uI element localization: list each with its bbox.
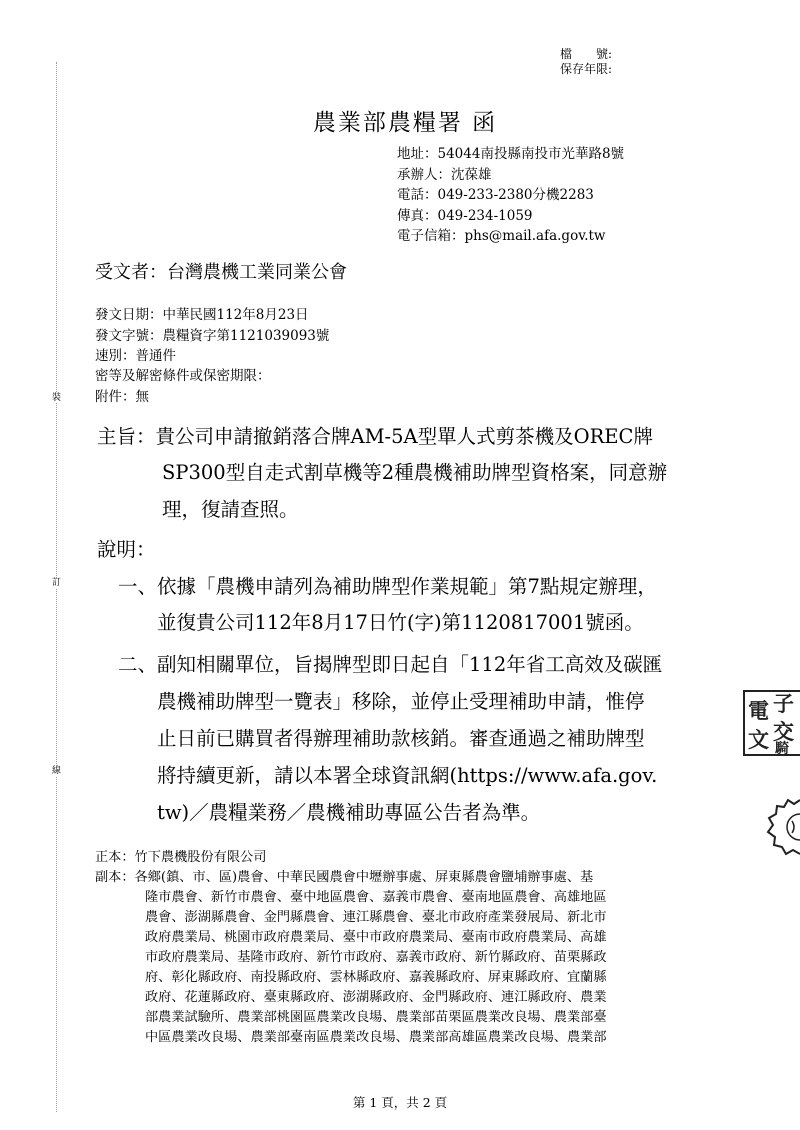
copy-recipients-line: 中區農業改良場、農業部臺南區農業改良場、農業部高雄區農業改良場、農業部 [145, 1030, 607, 1045]
document-number: 發文字號：農糧資字第1121039093號 [95, 328, 330, 344]
original-recipient: 正本：竹下農機股份有限公司 [95, 850, 267, 865]
email-line: 電子信箱：phs@mail.afa.gov.tw [397, 228, 606, 244]
subject-line-1: 主旨：貴公司申請撤銷落合牌AM-5A型單人式剪茶機及OREC牌 [97, 425, 653, 448]
document-title: 農業部農糧署 函 [312, 110, 498, 136]
binding-mark-ding: 訂 [52, 578, 62, 588]
copy-recipients-line: 隆市農會、新竹市農會、臺中地區農會、嘉義市農會、臺南地區農會、高雄地區 [145, 890, 607, 905]
explanation-item-1-line-2: 並復貴公司112年8月17日竹(字)第1120817001號函。 [157, 611, 644, 634]
subject-line-3: 理，復請查照。 [162, 498, 299, 521]
explanation-item-2-line-2: 農機補助牌型一覽表」移除，並停止受理補助申請，惟停 [157, 690, 645, 713]
seal-char: 電 [748, 698, 769, 723]
explanation-item-2-line-1: 二、副知相關單位，旨揭牌型即日起自「112年省工高效及碳匯 [118, 653, 663, 676]
explanation-item-2-line-3: 止日前已購買者得辦理補助款核銷。審查通過之補助牌型 [157, 727, 645, 750]
copy-recipients-line: 市政府農業局、基隆市政府、新竹市政府、嘉義市政府、新竹縣政府、苗栗縣政 [145, 950, 607, 965]
copy-recipients-line: 部農業試驗所、農業部桃園區農業改良場、農業部苗栗區農業改良場、農業部臺 [145, 1010, 607, 1025]
secrecy-level: 密等及解密條件或保密期限： [95, 368, 271, 384]
copy-recipients-line: 農會、澎湖縣農會、金門縣農會、連江縣農會、臺北市政府產業發展局、新北市 [145, 910, 607, 925]
retention-period-label: 保存年限: [559, 62, 612, 76]
handler-line: 承辦人：沈葆雄 [397, 167, 492, 183]
address-line: 地址：54044南投縣南投市光華路8號 [397, 146, 625, 162]
attachment-line: 附件：無 [95, 389, 149, 405]
recipient-line: 受文者：台灣農機工業同業公會 [95, 262, 347, 283]
gear-stamp-icon [766, 796, 800, 858]
copy-recipients-line: 副本：各鄉(鎮、市、區)農會、中華民國農會中壢辦事處、屏東縣農會鹽埔辦事處、基 [95, 870, 594, 885]
copy-recipients-line: 政府、花蓮縣政府、臺東縣政府、澎湖縣政府、金門縣政府、連江縣政府、農業 [145, 990, 607, 1005]
binding-mark-zhuang: 裝 [52, 393, 62, 403]
archive-number-label: 檔 號: [559, 47, 612, 61]
explanation-item-1-line-1: 一、依據「農機申請列為補助牌型作業規範」第7點規定辦理， [118, 575, 657, 598]
subject-line-2: SP300型自走式割草機等2種農機補助牌型資格案，同意辦 [162, 461, 668, 484]
binding-mark-xian: 線 [52, 766, 62, 776]
explanation-item-2-line-5: tw)／農糧業務／農機補助專區公告者為準。 [157, 801, 541, 824]
seal-char: 交 [773, 719, 794, 744]
electronic-exchange-seal [743, 690, 800, 756]
explanation-heading: 說明： [97, 538, 156, 561]
fax-line: 傳真：049-234-1059 [397, 208, 533, 224]
page-footer: 第 1 頁，共 2 頁 [352, 1095, 448, 1110]
copy-recipients-line: 政府農業局、桃園市政府農業局、臺中市政府農業局、臺南市政府農業局、高雄 [145, 930, 607, 945]
issue-date: 發文日期：中華民國112年8月23日 [95, 307, 309, 323]
explanation-item-2-line-4: 將持續更新，請以本署全球資訊網(https://www.afa.gov. [157, 764, 658, 787]
seal-char: 文 [748, 727, 769, 752]
phone-line: 電話：049-233-2380分機2283 [397, 187, 594, 203]
delivery-speed: 速別：普通件 [95, 348, 176, 364]
seal-char: 子 [773, 691, 794, 716]
seal-char: 騎 [775, 741, 789, 757]
copy-recipients-line: 府、彰化縣政府、南投縣政府、雲林縣政府、嘉義縣政府、屏東縣政府、宜蘭縣 [145, 970, 607, 985]
